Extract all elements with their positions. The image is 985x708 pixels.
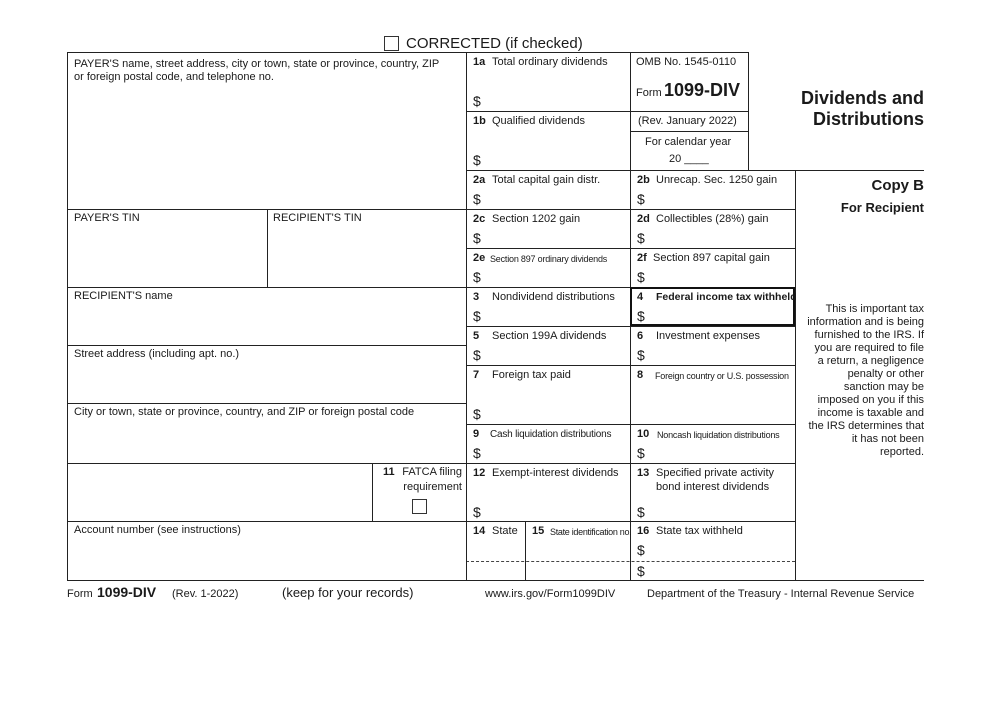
box-2e-amount-field[interactable] <box>484 267 626 285</box>
box-2f-dollar: $ <box>637 269 645 285</box>
payer-name-label: PAYER'S name, street address, city or town, state or province, country, ZIP <box>74 58 440 70</box>
box-9-label: Cash liquidation distributions <box>490 429 612 440</box>
box-7-label: Foreign tax paid <box>492 369 571 381</box>
city-field[interactable] <box>70 420 462 460</box>
payer-tin-label: PAYER'S TIN <box>74 212 140 224</box>
col-line-tin <box>267 209 268 287</box>
box-6-label: Investment expenses <box>656 330 760 342</box>
box-4-label: Federal income tax withheld <box>656 291 797 303</box>
box-3-label: Nondividend distributions <box>492 291 615 303</box>
fatca-number: 11 <box>383 466 395 478</box>
box-2e-dollar: $ <box>473 269 481 285</box>
box-2e-label: Section 897 ordinary dividends <box>490 254 608 264</box>
form-left-border <box>67 52 68 580</box>
box-5-dollar: $ <box>473 347 481 363</box>
col-line-omb-right <box>748 52 749 170</box>
account-number-field[interactable] <box>70 538 462 576</box>
col-line-boxes-right <box>795 170 796 580</box>
recipient-name-label: RECIPIENT'S name <box>74 290 173 302</box>
box-2d-amount-field[interactable] <box>648 228 791 246</box>
row-line-city <box>67 403 466 404</box>
form-revision: (Rev. January 2022) <box>638 115 737 127</box>
box-3-dollar: $ <box>473 308 481 324</box>
row-line-1b <box>466 111 630 112</box>
copy-subtitle: For Recipient <box>840 200 924 215</box>
recipient-tin-field[interactable] <box>270 226 463 284</box>
box-15-number: 15 <box>532 525 545 537</box>
corrected-label: CORRECTED (if checked) <box>406 35 583 52</box>
box-12-amount-field[interactable] <box>484 502 626 520</box>
box-2e-number: 2e <box>473 252 486 264</box>
box-15-label: State identification no. <box>550 527 632 537</box>
box-2a-number: 2a <box>473 174 486 186</box>
box-2d-dollar: $ <box>637 230 645 246</box>
street-address-label: Street address (including apt. no.) <box>74 348 240 360</box>
box-6-amount-field[interactable] <box>648 345 791 363</box>
box-10-number: 10 <box>637 428 650 440</box>
row-line-name <box>67 287 466 288</box>
form-title-2: Distributions <box>813 109 924 129</box>
box-14-label: State <box>492 525 518 537</box>
box-8-field[interactable] <box>634 385 791 421</box>
box-2c-dollar: $ <box>473 230 481 246</box>
box-7-dollar: $ <box>473 406 481 422</box>
box-1b-label: Qualified dividends <box>492 115 585 127</box>
box-13-label-2: bond interest dividends <box>656 481 770 493</box>
box-6-number: 6 <box>637 330 644 342</box>
box-5-label: Section 199A dividends <box>492 330 607 342</box>
important-notice: This is important tax information and is being furnished to the IRS. If you are required to file a return, a negligence penalty or other sanction may be imposed on you if this income is taxable and the IRS determines that it has not been reported. <box>807 303 924 458</box>
box-1a-label: Total ordinary dividends <box>492 56 608 68</box>
row-line-fatca <box>67 463 795 464</box>
box-16-label: State tax withheld <box>656 525 743 537</box>
box-5-number: 5 <box>473 330 480 342</box>
box-12-dollar: $ <box>473 504 481 520</box>
box-2f-label: Section 897 capital gain <box>653 252 770 264</box>
fatca-label-2: requirement <box>403 481 462 493</box>
box-1a-number: 1a <box>473 56 486 68</box>
box-14-state-field[interactable] <box>469 540 522 578</box>
payer-name-label-2: or foreign postal code, and telephone no. <box>74 71 274 83</box>
box-9-dollar: $ <box>473 445 481 461</box>
box-14-number: 14 <box>473 525 486 537</box>
recipient-tin-label: RECIPIENT'S TIN <box>273 212 362 224</box>
box-10-amount-field[interactable] <box>648 443 791 461</box>
footer-keep: (keep for your records) <box>282 585 414 600</box>
form-title: Dividends and <box>800 88 924 108</box>
box-9-amount-field[interactable] <box>484 443 626 461</box>
box-3-amount-field[interactable] <box>484 306 626 324</box>
fatca-checkbox[interactable] <box>412 499 427 514</box>
box-1b-amount-field[interactable] <box>484 149 626 167</box>
calendar-year: 20 ____ <box>669 153 709 165</box>
box-2b-label: Unrecap. Sec. 1250 gain <box>656 174 778 186</box>
fatca-label: FATCA filing <box>402 466 462 478</box>
box-8-label: Foreign country or U.S. possession <box>655 371 789 381</box>
box-16-amount-field-1[interactable] <box>648 541 791 559</box>
account-number-label: Account number (see instructions) <box>74 524 241 536</box>
row-line-account <box>67 521 795 522</box>
box-12-number: 12 <box>473 467 486 479</box>
footer-url: www.irs.gov/Form1099DIV <box>485 588 616 600</box>
form-prefix: Form <box>636 87 662 99</box>
col-line-boxes-left <box>466 52 467 580</box>
box-15-state-id-field[interactable] <box>528 540 627 578</box>
recipient-name-field[interactable] <box>70 304 462 342</box>
row-line-cal <box>630 131 748 132</box>
box-3-number: 3 <box>473 291 480 303</box>
box-1b-dollar: $ <box>473 152 481 168</box>
footer-revision: (Rev. 1-2022) <box>172 588 239 600</box>
box-9-number: 9 <box>473 428 480 440</box>
corrected-checkbox[interactable] <box>384 36 399 51</box>
box-10-dollar: $ <box>637 445 645 461</box>
payer-name-field[interactable] <box>70 86 462 206</box>
box-2c-number: 2c <box>473 213 486 225</box>
copy-title: Copy B <box>871 177 924 194</box>
box-2c-label: Section 1202 gain <box>492 213 581 225</box>
box-4-amount-field[interactable] <box>648 306 791 324</box>
box-2b-dollar: $ <box>637 191 645 207</box>
form-top-border <box>67 52 748 53</box>
box-13-dollar: $ <box>637 504 645 520</box>
footer-form-prefix: Form <box>67 588 93 600</box>
footer-department: Department of the Treasury - Internal Revenue Service <box>647 588 915 600</box>
form-name: 1099-DIV <box>664 80 741 100</box>
payer-tin-field[interactable] <box>70 226 263 284</box>
col-line-fatca <box>372 463 373 521</box>
box-7-amount-field[interactable] <box>484 404 626 422</box>
box-10-label: Noncash liquidation distributions <box>657 430 780 440</box>
box-5-amount-field[interactable] <box>484 345 626 363</box>
city-label: City or town, state or province, country, and ZIP or foreign postal code <box>74 406 415 418</box>
box-7-number: 7 <box>473 369 480 381</box>
row-line-2a <box>466 170 924 171</box>
row-line-rev <box>630 111 748 112</box>
street-address-field[interactable] <box>70 362 462 400</box>
box-2c-amount-field[interactable] <box>484 228 626 246</box>
box-2f-amount-field[interactable] <box>648 267 791 285</box>
box-2d-number: 2d <box>637 213 650 225</box>
row-line-street <box>67 345 466 346</box>
omb-number: OMB No. 1545-0110 <box>636 56 737 68</box>
box-2b-amount-field[interactable] <box>648 189 791 207</box>
box-2f-number: 2f <box>637 252 647 264</box>
box-13-label: Specified private activity <box>656 467 774 479</box>
box-4-number: 4 <box>637 291 644 303</box>
box-1a-amount-field[interactable] <box>484 90 626 108</box>
box-1b-number: 1b <box>473 115 486 127</box>
box-1a-dollar: $ <box>473 93 481 109</box>
box-2a-label: Total capital gain distr. <box>492 174 601 186</box>
box-16-number: 16 <box>637 525 650 537</box>
box-2a-amount-field[interactable] <box>484 189 626 207</box>
box-12-label: Exempt-interest dividends <box>492 467 619 479</box>
col-line-state <box>525 521 526 580</box>
box-2a-dollar: $ <box>473 191 481 207</box>
calendar-year-label: For calendar year <box>645 136 732 148</box>
form-bottom-border <box>67 580 924 581</box>
box-16-dollar-1: $ <box>637 542 645 558</box>
box-16-dollar-2: $ <box>637 563 645 579</box>
box-8-number: 8 <box>637 369 644 381</box>
box-16-amount-field-2[interactable] <box>648 562 791 579</box>
box-13-number: 13 <box>637 467 650 479</box>
box-2b-number: 2b <box>637 174 650 186</box>
footer-form-name: 1099-DIV <box>97 584 157 600</box>
box-4-dollar: $ <box>637 308 645 324</box>
box-2d-label: Collectibles (28%) gain <box>656 213 769 225</box>
box-13-amount-field[interactable] <box>648 502 791 520</box>
box-6-dollar: $ <box>637 347 645 363</box>
